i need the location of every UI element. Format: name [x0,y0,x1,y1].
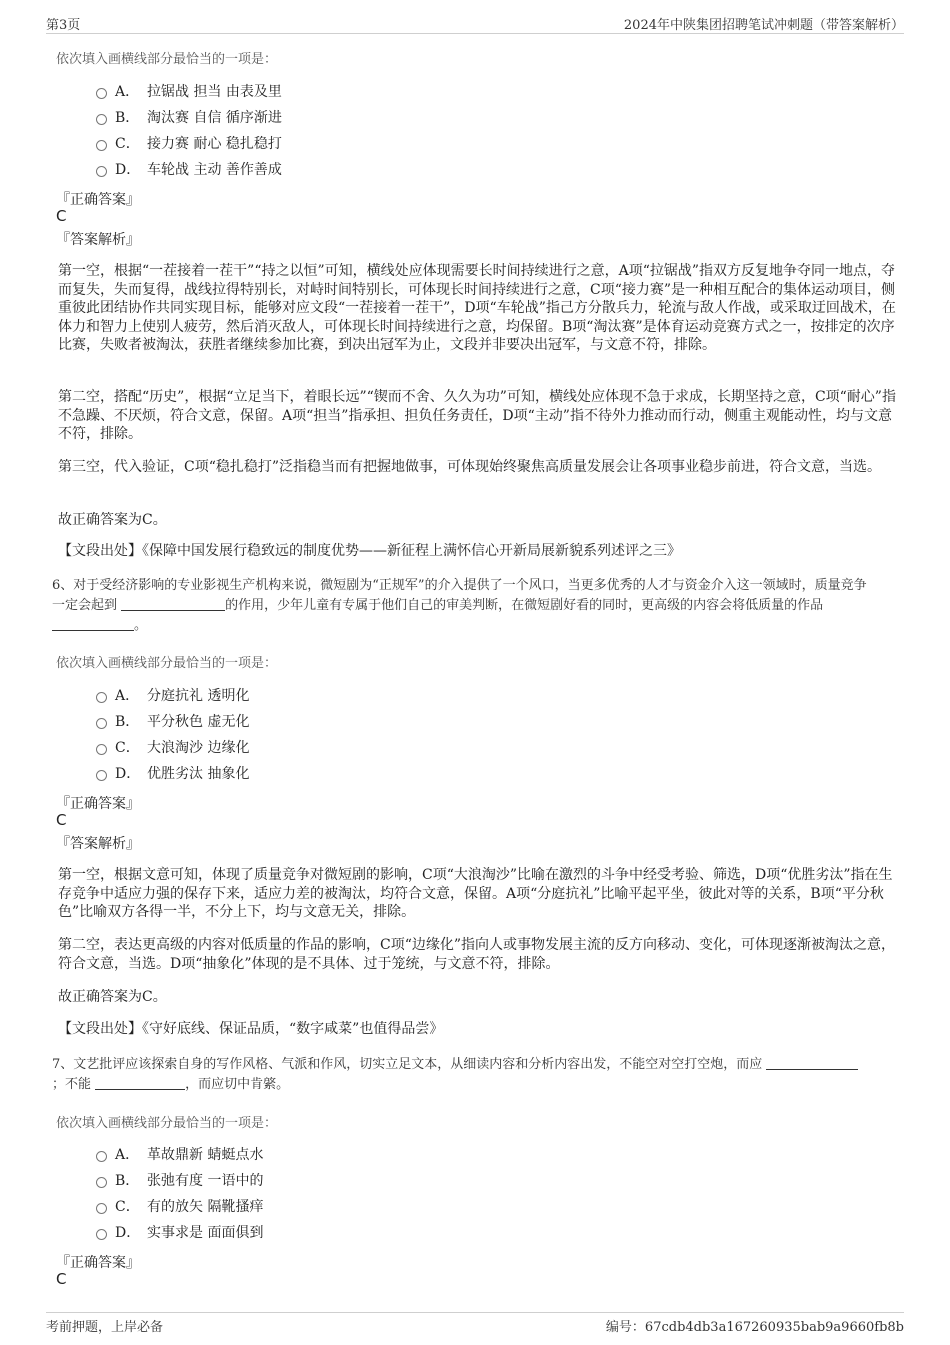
q5-prompt: 依次填入画横线部分最恰当的一项是： [56,52,278,67]
document-title: 2024年中陕集团招聘笔试冲刺题（带答案解析） [623,18,904,33]
radio-icon[interactable] [96,1229,107,1240]
radio-icon[interactable] [96,88,107,99]
radio-icon[interactable] [96,140,107,151]
footer-slogan: 考前押题，上岸必备 [46,1320,164,1335]
radio-icon[interactable] [96,718,107,729]
q5-option-a[interactable]: A． 拉锯战 担当 由表及里 [96,82,282,102]
page-header [46,12,904,34]
q6-prompt: 依次填入画横线部分最恰当的一项是： [56,656,278,671]
page-number: 第3页 [46,18,81,33]
q6-answer-label: 『正确答案』 [56,796,140,812]
q5-source: 【文段出处】《保障中国发展行稳致远的制度优势——新征程上满怀信心开新局展新貌系列述评之三》 [58,543,681,559]
q6-answer: C [56,811,67,829]
q5-conclusion: 故正确答案为C。 [58,512,167,528]
radio-icon[interactable] [96,114,107,125]
q7-answer-label: 『正确答案』 [56,1255,140,1271]
radio-icon[interactable] [96,744,107,755]
q7-stem: 7、文艺批评应该探索自身的写作风格、气派和作风，切实立足文本，从细读内容和分析内容出发，不能空对空打空炮，而应 ；不能 ，而应切中肯綮。 [52,1055,898,1095]
fill-blank [95,1076,185,1090]
page-footer [46,1312,904,1334]
q5-answer: C [56,207,67,225]
q5-analysis-para-3: 第三空，代入验证，C项“稳扎稳打”泛指稳当而有把握地做事，可体现始终聚焦高质量发展会让各项事业稳步前进，符合文意，当选。 [58,459,882,475]
q6-option-a[interactable]: A． 分庭抗礼 透明化 [96,686,249,706]
q5-analysis-label: 『答案解析』 [56,232,140,248]
q6-analysis-para-2: 第二空，表达更高级的内容对低质量的作品的影响，C项“边缘化”指向人或事物发展主流的反方向移动、变化，可体现逐渐被淘汰之意，符合文意，当选。D项“抽象化”体现的是不具体、过于笼统，与文意不符，排除。 [58,937,896,972]
radio-icon[interactable] [96,1177,107,1188]
q7-answer: C [56,1270,67,1288]
document-id: 编号：67cdb4db3a167260935bab9a9660fb8b [605,1320,904,1335]
radio-icon[interactable] [96,1203,107,1214]
q6-conclusion: 故正确答案为C。 [58,989,167,1005]
q5-analysis-para-1: 第一空，根据“一茬接着一茬干”“持之以恒”可知，横线处应体现需要长时间持续进行之意，A项“拉锯战”指双方反复地争夺同一地点，夺而复失，失而复得，战线拉得特别长，对峙时间特别长，可体现长时间持续进行之意，C项“接力赛”是一种相互配合的集体运动项目，侧重彼此团结协作共同实现目标，能够对应文段“一茬接着一茬干”，D项“车轮战”指己方分散兵力，轮流与敌人作战，或采取迂回战术，在体力和智力上使别人疲劳，然后消灭敌人，可体现长时间持续进行之意，均保留。B项“淘汰赛”是体育运动竞赛方式之一，按排定的次序比赛，失败者被淘汰，获胜者继续参加比赛，到决出冠军为止，文段并非要决出冠军，与文意不符，排除。 [58,263,896,353]
fill-blank [52,617,134,631]
q5-option-c[interactable]: C． 接力赛 耐心 稳扎稳打 [96,134,282,154]
q5-answer-label: 『正确答案』 [56,192,140,208]
q6-analysis-para-1: 第一空，根据文意可知，体现了质量竞争对微短剧的影响，C项“大浪淘沙”比喻在激烈的斗争中经受考验、筛选，D项“优胜劣汰”指在生存竞争中适应力强的保存下来，适应力差的被淘汰，均符合文意，保留。A项“分庭抗礼”比喻平起平坐，彼此对等的关系，B项“平分秋色”比喻双方各得一半，不分上下，均与文意无关，排除。 [58,867,893,920]
q7-option-d[interactable]: D． 实事求是 面面俱到 [96,1223,263,1243]
radio-icon[interactable] [96,166,107,177]
q6-option-c[interactable]: C． 大浪淘沙 边缘化 [96,738,249,758]
q7-prompt: 依次填入画横线部分最恰当的一项是： [56,1116,278,1131]
q5-option-d[interactable]: D． 车轮战 主动 善作善成 [96,160,282,180]
radio-icon[interactable] [96,692,107,703]
radio-icon[interactable] [96,1151,107,1162]
q7-option-b[interactable]: B． 张弛有度 一语中的 [96,1171,263,1191]
q7-option-a[interactable]: A． 革故鼎新 蜻蜓点水 [96,1145,263,1165]
radio-icon[interactable] [96,770,107,781]
fill-blank [121,597,225,611]
fill-blank [766,1056,858,1070]
q6-option-d[interactable]: D． 优胜劣汰 抽象化 [96,764,249,784]
q5-analysis-para-2: 第二空，搭配“历史”，根据“立足当下，着眼长远”“锲而不舍、久久为功”可知，横线处应体现不急于求成，长期坚持之意，C项“耐心”指不急躁、不厌烦，符合文意，保留。A项“担当”指承担、担负任务责任，D项“主动”指不待外力推动而行动，侧重主观能动性，均与文意不符，排除。 [58,389,896,442]
q6-stem: 6、对于受经济影响的专业影视生产机构来说，微短剧为“正规军”的介入提供了一个风口，当更多优秀的人才与资金介入这一领域时，质量竞争 一定会起到 的作用，少年儿童有专属于他们自己的审美判断，在微短剧好看的同时，更高级的内容会将低质量的作品 。 [52,578,867,633]
q5-option-b[interactable]: B． 淘汰赛 自信 循序渐进 [96,108,282,128]
q6-option-b[interactable]: B． 平分秋色 虚无化 [96,712,249,732]
q7-option-c[interactable]: C． 有的放矢 隔靴搔痒 [96,1197,263,1217]
q6-analysis-label: 『答案解析』 [56,836,140,852]
q6-source: 【文段出处】《守好底线、保证品质，“数字咸菜”也值得品尝》 [58,1021,444,1037]
